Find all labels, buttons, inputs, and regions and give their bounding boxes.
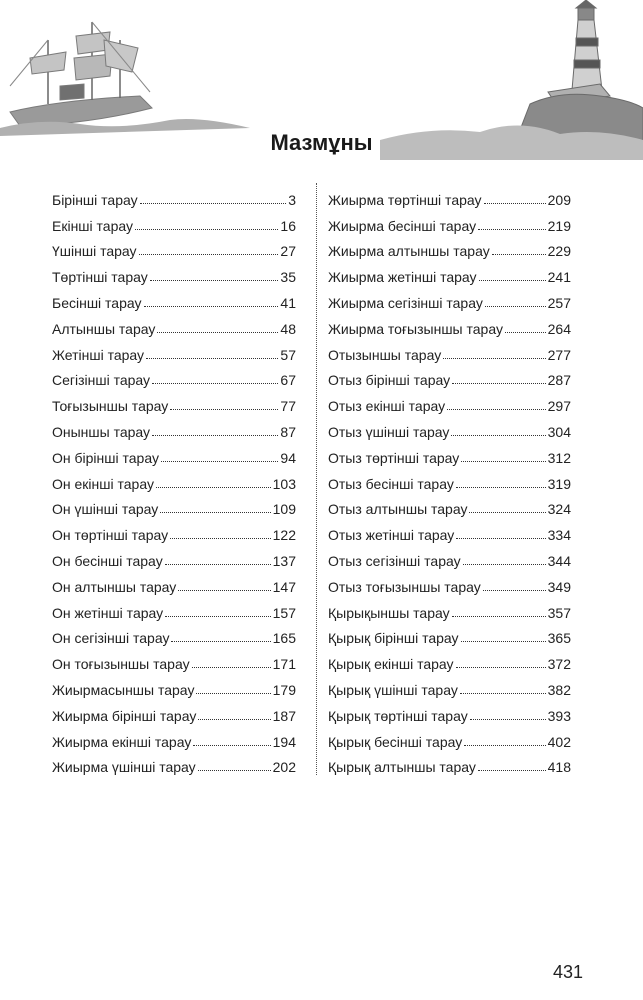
toc-entry-label: Отыз алтыншы тарау: [328, 501, 468, 518]
toc-entry-label: Алтыншы тарау: [52, 320, 156, 337]
toc-entry-label: Оныншы тарау: [52, 423, 151, 440]
toc-entry: [52, 338, 296, 364]
page-title: Мазмұны: [270, 130, 373, 155]
toc-entry: [328, 518, 571, 544]
toc-entry-page: 41: [280, 294, 296, 311]
toc-entry-page: 287: [547, 372, 571, 389]
dot-leader: [193, 745, 270, 746]
toc-entry-label: Жиырма тоғызыншы тарау: [328, 320, 503, 337]
dot-leader: [161, 461, 278, 462]
toc-entry: [328, 209, 571, 235]
toc-entry-page: 35: [280, 269, 296, 286]
toc-left-column: [52, 183, 296, 776]
toc-entry-page: 202: [272, 759, 296, 776]
toc-entry-page: 122: [272, 527, 296, 544]
dot-leader: [192, 667, 271, 668]
toc-entry: [328, 622, 571, 648]
dot-leader: [451, 435, 545, 436]
dot-leader: [463, 564, 546, 565]
toc-entry-page: 297: [547, 398, 571, 415]
toc-entry-page: 16: [280, 217, 296, 234]
toc-entry-page: 229: [547, 243, 571, 260]
toc-entry: [328, 235, 571, 261]
toc-entry-label: Қырық екінші тарау: [328, 656, 454, 673]
toc-entry: [328, 699, 571, 725]
page-number: 431: [552, 962, 583, 982]
toc-entry-page: 312: [547, 449, 571, 466]
toc-entry: [52, 209, 296, 235]
dot-leader: [492, 254, 546, 255]
toc-entry-page: 147: [272, 578, 296, 595]
toc-entry-page: 27: [280, 243, 296, 260]
toc-entry-page: 382: [547, 681, 571, 698]
toc-entry-label: Жиырма төртінші тарау: [328, 191, 482, 208]
toc-entry-label: Бірінші тарау: [52, 191, 138, 208]
toc-entry-page: 165: [272, 630, 296, 647]
toc-entry: [52, 467, 296, 493]
toc-entry-page: 393: [547, 707, 571, 724]
toc-entry: [52, 183, 296, 209]
dot-leader: [479, 280, 546, 281]
dot-leader: [139, 254, 279, 255]
dot-leader: [178, 590, 270, 591]
dot-leader: [461, 641, 546, 642]
toc-entry-label: Он сегізінші тарау: [52, 630, 170, 647]
toc-entry-page: 219: [547, 217, 571, 234]
toc-entry: [52, 364, 296, 390]
dot-leader: [478, 229, 546, 230]
dot-leader: [135, 229, 278, 230]
toc-entry: [52, 389, 296, 415]
toc-entry-label: Он екінші тарау: [52, 475, 154, 492]
toc-entry-page: 418: [547, 759, 571, 776]
toc-entry: [328, 415, 571, 441]
toc-entry-page: 87: [280, 423, 296, 440]
toc-entry-page: 67: [280, 372, 296, 389]
toc-entry-page: 137: [272, 552, 296, 569]
toc-entry-page: 365: [547, 630, 571, 647]
toc-entry: [328, 467, 571, 493]
toc-entry: [328, 286, 571, 312]
dot-leader: [505, 332, 546, 333]
dot-leader: [198, 719, 270, 720]
dot-leader: [452, 616, 546, 617]
toc-entry: [328, 389, 571, 415]
toc-entry: [52, 518, 296, 544]
toc-entry-page: 357: [547, 604, 571, 621]
toc-entry-label: Отыз тоғызыншы тарау: [328, 578, 481, 595]
toc-entry: [328, 725, 571, 751]
toc-entry-page: 277: [547, 346, 571, 363]
dot-leader: [452, 383, 546, 384]
toc-entry-label: Төртінші тарау: [52, 269, 148, 286]
toc-entry-page: 94: [280, 449, 296, 466]
toc-entry: [52, 725, 296, 751]
toc-entry-label: Тоғызыншы тарау: [52, 398, 169, 415]
toc-entry-page: 241: [547, 269, 571, 286]
dot-leader: [156, 487, 271, 488]
toc-entry-label: Он бірінші тарау: [52, 449, 159, 466]
dot-leader: [171, 641, 270, 642]
toc-entry-label: Қырық бірінші тарау: [328, 630, 459, 647]
dot-leader: [469, 512, 545, 513]
toc-entry: [52, 312, 296, 338]
toc-entry-page: 179: [272, 681, 296, 698]
toc-entry: [52, 260, 296, 286]
toc-entry-label: Отыз жетінші тарау: [328, 527, 455, 544]
toc-entry: [52, 235, 296, 261]
dot-leader: [478, 770, 546, 771]
toc-entry-page: 3: [288, 191, 296, 208]
dot-leader: [160, 512, 270, 513]
toc-entry-label: Қырықыншы тарау: [328, 604, 450, 621]
toc-entry-page: 77: [280, 398, 296, 415]
toc-entry: [328, 544, 571, 570]
toc-entry: [52, 622, 296, 648]
toc-entry: [328, 596, 571, 622]
dot-leader: [152, 383, 278, 384]
toc-entry-page: 171: [272, 656, 296, 673]
toc-entry-label: Жиырма үшінші тарау: [52, 759, 196, 776]
toc-entry: [52, 441, 296, 467]
dot-leader: [464, 745, 545, 746]
dot-leader: [470, 719, 546, 720]
toc-entry-page: 324: [547, 501, 571, 518]
toc-entry: [328, 673, 571, 699]
dot-leader: [140, 203, 287, 204]
dot-leader: [443, 358, 545, 359]
toc-entry-label: Он жетінші тарау: [52, 604, 164, 621]
toc-entry-page: 209: [547, 191, 571, 208]
dot-leader: [165, 616, 271, 617]
toc-entry-label: Қырық үшінші тарау: [328, 681, 458, 698]
toc-entry-label: Он үшінші тарау: [52, 501, 159, 518]
toc-entry-page: 109: [272, 501, 296, 518]
toc-entry: [328, 338, 571, 364]
dot-leader: [461, 461, 545, 462]
toc-entry-label: Он алтыншы тарау: [52, 578, 177, 595]
toc-entry-page: 57: [280, 346, 296, 363]
toc-entry-page: 48: [280, 320, 296, 337]
toc-entry-label: Жиырма бірінші тарау: [52, 707, 197, 724]
toc-entry-label: Қырық төртінші тарау: [328, 707, 468, 724]
column-divider: [316, 183, 318, 775]
dot-leader: [485, 306, 546, 307]
toc-entry: [52, 415, 296, 441]
dot-leader: [165, 564, 271, 565]
toc-entry: [52, 699, 296, 725]
toc-entry-label: Жетінші тарау: [52, 346, 145, 363]
toc-entry: [52, 570, 296, 596]
dot-leader: [483, 590, 546, 591]
dot-leader: [484, 203, 546, 204]
toc-entry-label: Он бесінші тарау: [52, 552, 163, 569]
toc-entry: [328, 441, 571, 467]
dot-leader: [157, 332, 278, 333]
toc-entry-page: 264: [547, 320, 571, 337]
toc-entry-label: Жиырма екінші тарау: [52, 733, 192, 750]
toc-entry-label: Отыз сегізінші тарау: [328, 552, 461, 569]
toc-entry-label: Жиырма алтыншы тарау: [328, 243, 490, 260]
toc-entry-page: 319: [547, 475, 571, 492]
toc-entry-label: Үшінші тарау: [52, 243, 137, 260]
toc-entry: [52, 751, 296, 777]
dot-leader: [150, 280, 279, 281]
toc-entry: [328, 183, 571, 209]
toc-entry-label: Он төртінші тарау: [52, 527, 169, 544]
toc-entry-page: 304: [547, 423, 571, 440]
dot-leader: [447, 409, 546, 410]
toc-entry: [52, 673, 296, 699]
toc-entry: [328, 260, 571, 286]
toc-entry: [52, 286, 296, 312]
dot-leader: [170, 409, 278, 410]
toc-entry-label: Отыз екінші тарау: [328, 398, 446, 415]
toc-entry-label: Отыз бесінші тарау: [328, 475, 454, 492]
toc-entry: [328, 751, 571, 777]
toc-entry-label: Екінші тарау: [52, 217, 133, 234]
toc-entry-label: Жиырма бесінші тарау: [328, 217, 477, 234]
toc-entry-label: Жиырма жетінші тарау: [328, 269, 477, 286]
toc-entry: [328, 312, 571, 338]
toc-entry: [328, 493, 571, 519]
toc-entry: [328, 364, 571, 390]
dot-leader: [196, 693, 270, 694]
toc-entry-page: 194: [272, 733, 296, 750]
toc-entry-label: Жиырмасыншы тарау: [52, 681, 195, 698]
toc-entry: [52, 596, 296, 622]
toc-entry-page: 103: [272, 475, 296, 492]
toc-entry-label: Жиырма сегізінші тарау: [328, 294, 483, 311]
dot-leader: [152, 435, 278, 436]
toc-entry-label: Отыз бірінші тарау: [328, 372, 451, 389]
toc-entry-page: 402: [547, 733, 571, 750]
toc-entry-page: 372: [547, 656, 571, 673]
toc-entry-page: 157: [272, 604, 296, 621]
dot-leader: [460, 693, 546, 694]
dot-leader: [170, 538, 271, 539]
dot-leader: [456, 538, 545, 539]
toc-entry: [328, 647, 571, 673]
toc-entry-label: Он тоғызыншы тарау: [52, 656, 190, 673]
dot-leader: [144, 306, 279, 307]
toc-entry-label: Бесінші тарау: [52, 294, 142, 311]
toc-entry: [52, 647, 296, 673]
toc-entry-page: 344: [547, 552, 571, 569]
ship-illustration: [0, 22, 250, 136]
toc-entry: [52, 493, 296, 519]
toc-right-column: [328, 183, 571, 776]
toc-entry-label: Сегізінші тарау: [52, 372, 151, 389]
toc-entry-page: 334: [547, 527, 571, 544]
toc-entry: [328, 570, 571, 596]
toc-entry-label: Отыз төртінші тарау: [328, 449, 460, 466]
toc-entry-label: Отыз үшінші тарау: [328, 423, 450, 440]
toc-entry-page: 187: [272, 707, 296, 724]
dot-leader: [146, 358, 278, 359]
dot-leader: [456, 487, 546, 488]
toc-entry-page: 257: [547, 294, 571, 311]
dot-leader: [198, 770, 271, 771]
toc-entry: [52, 544, 296, 570]
toc-entry-page: 349: [547, 578, 571, 595]
toc-entry-label: Қырық бесінші тарау: [328, 733, 463, 750]
toc-entry-label: Отызыншы тарау: [328, 346, 442, 363]
toc-entry-label: Қырық алтыншы тарау: [328, 759, 476, 776]
dot-leader: [456, 667, 546, 668]
